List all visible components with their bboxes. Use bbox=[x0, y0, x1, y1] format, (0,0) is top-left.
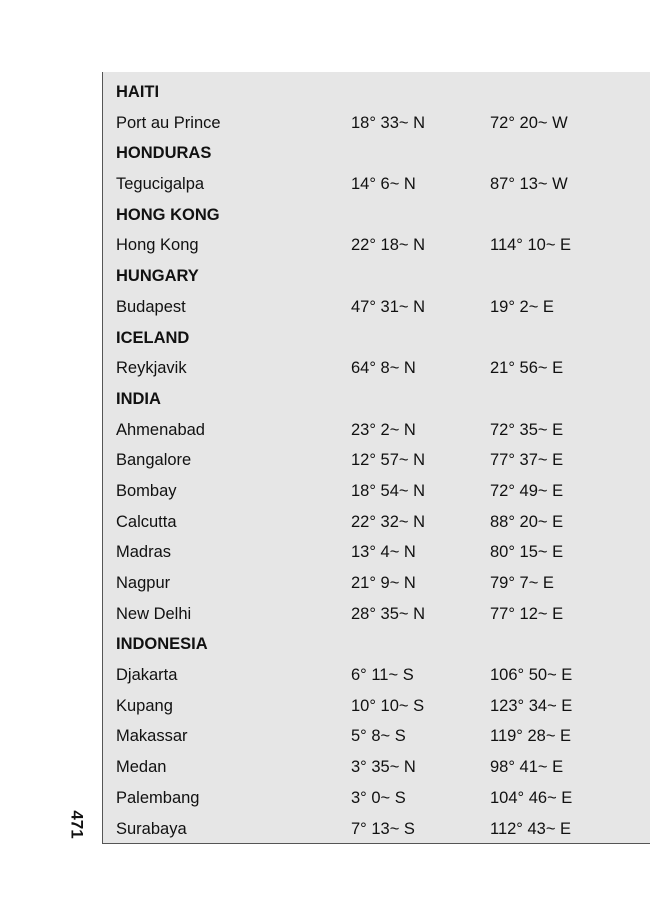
country-heading-row bbox=[103, 200, 650, 231]
city-row bbox=[103, 292, 650, 323]
city-row bbox=[103, 599, 650, 630]
city-row bbox=[103, 476, 650, 507]
longitude: 88° 20~ E bbox=[490, 512, 564, 531]
longitude: 79° 7~ E bbox=[490, 574, 554, 592]
city-name: Djakarta bbox=[116, 666, 178, 685]
latitude: 6° 11~ S bbox=[351, 666, 414, 685]
city-name: Hong Kong bbox=[116, 236, 199, 255]
city-name: Makassar bbox=[116, 727, 188, 746]
city-name: Kupang bbox=[116, 696, 173, 715]
country-name: HONDURAS bbox=[116, 144, 212, 163]
latitude: 64° 8~ N bbox=[351, 359, 416, 378]
latitude: 22° 18~ N bbox=[351, 236, 426, 255]
city-row bbox=[103, 691, 650, 722]
latitude: 3° 0~ S bbox=[351, 788, 406, 807]
city-name: Reykjavik bbox=[116, 359, 187, 378]
latitude: 13° 4~ N bbox=[351, 543, 416, 562]
city-row bbox=[103, 568, 650, 599]
city-row bbox=[103, 783, 650, 814]
longitude: 72° 20~ W bbox=[490, 113, 568, 132]
longitude: 72° 35~ E bbox=[490, 420, 564, 439]
city-name: Port au Prince bbox=[116, 113, 221, 132]
country-heading-row bbox=[103, 384, 650, 415]
country-name: INDIA bbox=[116, 389, 161, 408]
city-row bbox=[103, 108, 650, 139]
country-heading-row bbox=[103, 323, 650, 354]
longitude: 19° 2~ E bbox=[490, 297, 554, 316]
latitude: 28° 35~ N bbox=[351, 604, 426, 623]
latitude: 18° 54~ N bbox=[351, 481, 426, 500]
city-name: Bangalore bbox=[116, 451, 192, 470]
latitude: 10° 10~ S bbox=[351, 696, 425, 715]
country-name: ICELAND bbox=[116, 328, 190, 347]
longitude: 77° 12~ E bbox=[490, 604, 564, 623]
city-name: Tegucigalpa bbox=[116, 175, 205, 194]
city-row bbox=[103, 814, 650, 845]
latitude: 47° 31~ N bbox=[351, 297, 426, 316]
city-name: Palembang bbox=[116, 788, 200, 807]
country-name: HONG KONG bbox=[116, 205, 220, 224]
country-name: HUNGARY bbox=[116, 267, 199, 286]
city-row bbox=[103, 752, 650, 783]
latitude: 7° 13~ S bbox=[351, 819, 415, 838]
city-row bbox=[103, 660, 650, 691]
city-name: Madras bbox=[116, 543, 172, 562]
city-row bbox=[103, 721, 650, 752]
city-name: Budapest bbox=[116, 297, 186, 316]
longitude: 21° 56~ E bbox=[490, 359, 564, 378]
latitude: 18° 33~ N bbox=[351, 113, 426, 132]
latitude: 22° 32~ N bbox=[351, 512, 426, 531]
longitude: 77° 37~ E bbox=[490, 451, 564, 470]
table-rows bbox=[103, 77, 650, 844]
latitude: 21° 9~ N bbox=[351, 574, 416, 592]
latitude: 14° 6~ N bbox=[351, 175, 416, 194]
city-name: Calcutta bbox=[116, 512, 177, 531]
latitude: 5° 8~ S bbox=[351, 727, 406, 746]
city-row bbox=[103, 169, 650, 200]
city-row bbox=[103, 415, 650, 446]
longitude: 106° 50~ E bbox=[490, 666, 573, 685]
city-name: Bombay bbox=[116, 481, 177, 500]
city-row bbox=[103, 507, 650, 538]
city-name: Surabaya bbox=[116, 819, 187, 838]
country-heading-row bbox=[103, 138, 650, 169]
longitude: 80° 15~ E bbox=[490, 543, 564, 562]
latitude: 23° 2~ N bbox=[351, 420, 416, 439]
latitude: 3° 35~ N bbox=[351, 758, 416, 777]
city-name: Nagpur bbox=[116, 574, 171, 592]
country-name: HAITI bbox=[116, 83, 160, 101]
city-name: Ahmenabad bbox=[116, 420, 205, 439]
city-name: Medan bbox=[116, 758, 167, 777]
city-row bbox=[103, 353, 650, 384]
city-row bbox=[103, 230, 650, 261]
longitude: 119° 28~ E bbox=[490, 727, 572, 746]
longitude: 114° 10~ E bbox=[490, 236, 572, 255]
longitude: 112° 43~ E bbox=[490, 819, 572, 838]
country-heading-row bbox=[103, 77, 650, 108]
coordinates-table bbox=[102, 72, 650, 844]
longitude: 72° 49~ E bbox=[490, 481, 564, 500]
city-name: New Delhi bbox=[116, 604, 192, 623]
city-row bbox=[103, 537, 650, 568]
longitude: 104° 46~ E bbox=[490, 788, 573, 807]
country-heading-row bbox=[103, 261, 650, 292]
country-name: INDONESIA bbox=[116, 635, 208, 654]
longitude: 98° 41~ E bbox=[490, 758, 564, 777]
longitude: 123° 34~ E bbox=[490, 696, 573, 715]
longitude: 87° 13~ W bbox=[490, 175, 568, 194]
latitude: 12° 57~ N bbox=[351, 451, 426, 470]
page-number: 471 bbox=[67, 810, 87, 839]
country-heading-row bbox=[103, 629, 650, 660]
city-row bbox=[103, 445, 650, 476]
